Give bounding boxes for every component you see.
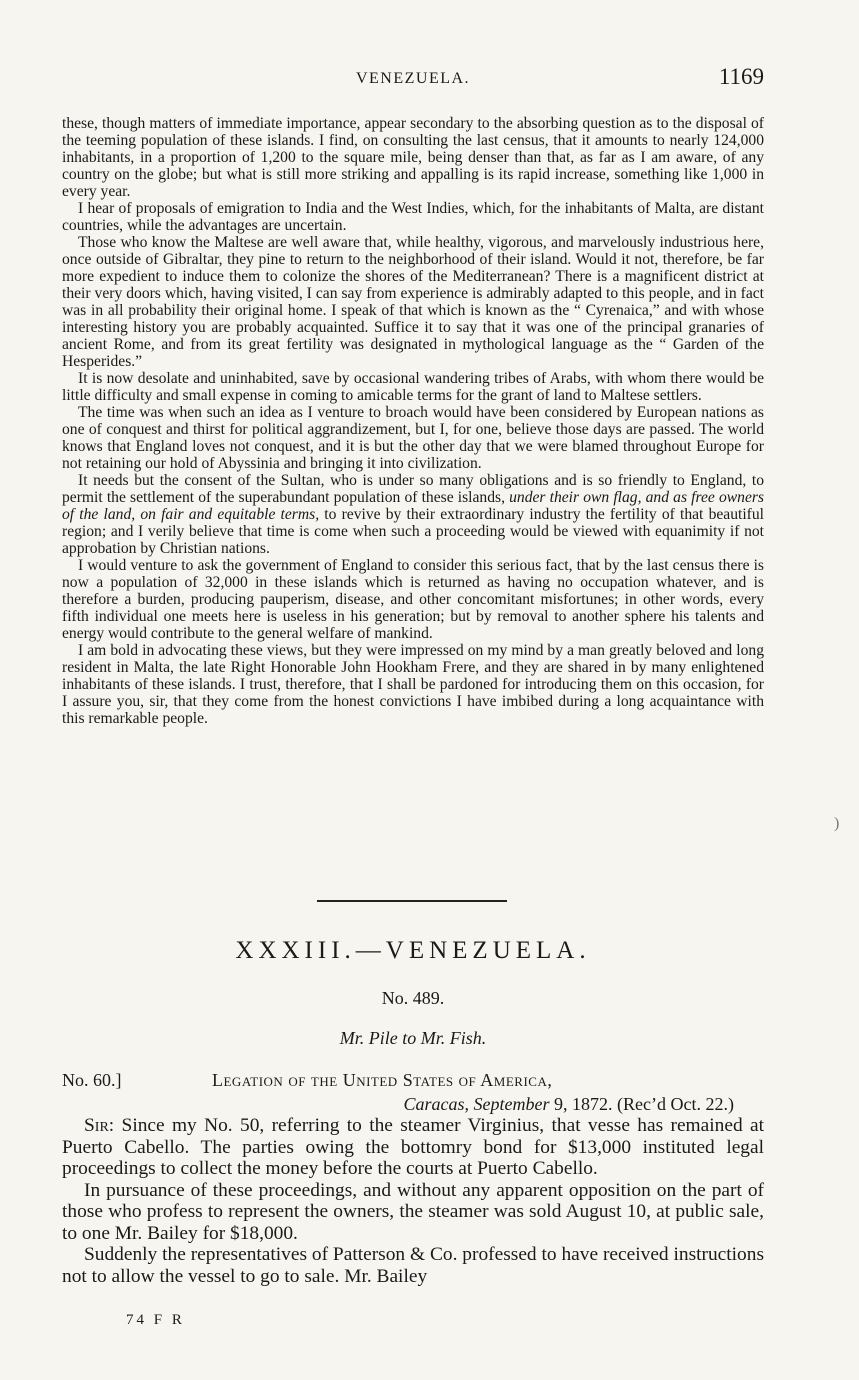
- section-divider: [317, 900, 507, 902]
- date-month: September: [473, 1094, 550, 1114]
- paragraph: Suddenly the representatives of Patterson & Co. professed to have received instructions not to allow the vessel to go to sale. Mr. Bailey: [62, 1244, 764, 1287]
- paragraph: The time was when such an idea as I venture to broach would have been considered by European nations as one of conquest and thirst for political aggrandizement, but I, for one, believe those days are passed. The world knows that England loves not conquest, and it is but the other day that we were blamed throughout Europe for not retaining our hold of Abyssinia and bringing it into civilization.: [62, 404, 764, 472]
- document-page: [62, 0, 764, 1380]
- running-head: VENEZUELA.: [355, 70, 471, 87]
- legation-line: Legation of the United States of America,: [212, 1070, 553, 1090]
- text-run: It needs but the consent of the Sultan, who is under so many obligations and is so friendly to England, to permit the settlement of the superabundant population of these islands,: [62, 472, 764, 506]
- paragraph: [62, 1115, 764, 1180]
- text-run: to revive by their extraordinary industry the fertility of that beautiful region; and I verily believe that time is come when such a proceeding would be viewed with equanimity if not approbation by Christian nations.: [62, 506, 764, 557]
- date-day-year: 9, 1872.: [549, 1094, 613, 1114]
- paragraph: I would venture to ask the government of England to consider this serious fact, that by the last census there is now a population of 32,000 in these islands which is returned as having no occupation whatever, and is therefore a burden, producing pauperism, disease, and other concomitant misfortunes; in other words, every fifth individual one meets here is useless in his generation; but by removal to another sphere his talents and energy would contribute to the general welfare of mankind.: [62, 557, 764, 642]
- place: Caracas,: [403, 1094, 470, 1114]
- malta-letter-continuation: [62, 115, 764, 727]
- section-title: XXXIII.—VENEZUELA.: [235, 937, 591, 964]
- dispatch-body: [62, 1115, 764, 1287]
- dispatch-heading: [62, 1070, 764, 1116]
- italic-run: under their own flag, and as free owners of the land, on fair and equitable terms,: [62, 489, 765, 523]
- paragraph: Those who know the Maltese are well aware that, while healthy, vigorous, and marvelously industrious here, once outside of Gibraltar, they pine to return to the neighborhood of their island. Would it not, therefore, be far more expedient to induce them to colonize the shores of the Mediterranean? There is a magnificent district at their very doors which, having visited, I can say from experience is admirably adapted to this people, and in fact was in all probability their original home. I speak of that which is known as the “ Cyrenaica,” and with whose interesting history you are probably acquainted. Suffice it to say that it was one of the principal granaries of ancient Rome, and from its great fertility was designated in mythological language as the “ Garden of the Hesperides.”: [62, 234, 764, 370]
- paragraph: It is now desolate and uninhabited, save by occasional wandering tribes of Arabs, with whom there would be little difficulty and small expense in coming to amicable terms for the grant of land to Maltese settlers.: [62, 370, 764, 404]
- dispatch-number: No. 60.]: [62, 1070, 122, 1090]
- correspondents: Mr. Pile to Mr. Fish.: [339, 1028, 487, 1048]
- paragraph: these, though matters of immediate importance, appear secondary to the absorbing question as to the disposal of the teeming population of these islands. I find, on consulting the last census, that it amounts to nearly 124,000 inhabitants, in a proportion of 1,200 to the square mile, being denser than that, as far as I am aware, of any country on the globe; but what is still more striking and appalling is its rapid increase, something like 1,000 in every year.: [62, 115, 764, 200]
- document-number: No. 489.: [381, 988, 445, 1008]
- paragraph: In pursuance of these proceedings, and without any apparent opposition on the part of those who profess to represent the owners, the steamer was sold August 10, at public sale, to one Mr. Bailey for $18,000.: [62, 1179, 764, 1244]
- page-header: [62, 64, 764, 94]
- paragraph: I hear of proposals of emigration to India and the West Indies, which, for the inhabitants of Malta, are distant countries, while the advantages are uncertain.: [62, 200, 764, 234]
- received-date: (Rec’d Oct. 22.): [617, 1094, 734, 1114]
- paragraph: I am bold in advocating these views, but they were impressed on my mind by a man greatly beloved and long resident in Malta, the late Right Honorable John Hookham Frere, and they are shared in by many enlightened inhabitants of these islands. I trust, therefore, that I shall be pardoned for introducing them on this occasion, for I assure you, sir, that they come from the honest convictions I have imbibed during a long acquaintance with this remarkable people.: [62, 642, 764, 727]
- dateline: [404, 1094, 734, 1115]
- page-number: 1169: [718, 64, 764, 89]
- text-run: Since my No. 50, referring to the steamer Virginius, that vesse has remained at Puerto Cabello. The parties owing the bottomry bond for $13,000 instituted legal proceedings to collect the money before the courts at Puerto Cabello.: [62, 1115, 764, 1179]
- paragraph-sultan: [62, 472, 764, 557]
- margin-mark: ): [834, 815, 840, 832]
- signature-mark: 74 F R: [126, 1312, 185, 1328]
- salutation: Sir:: [84, 1115, 115, 1136]
